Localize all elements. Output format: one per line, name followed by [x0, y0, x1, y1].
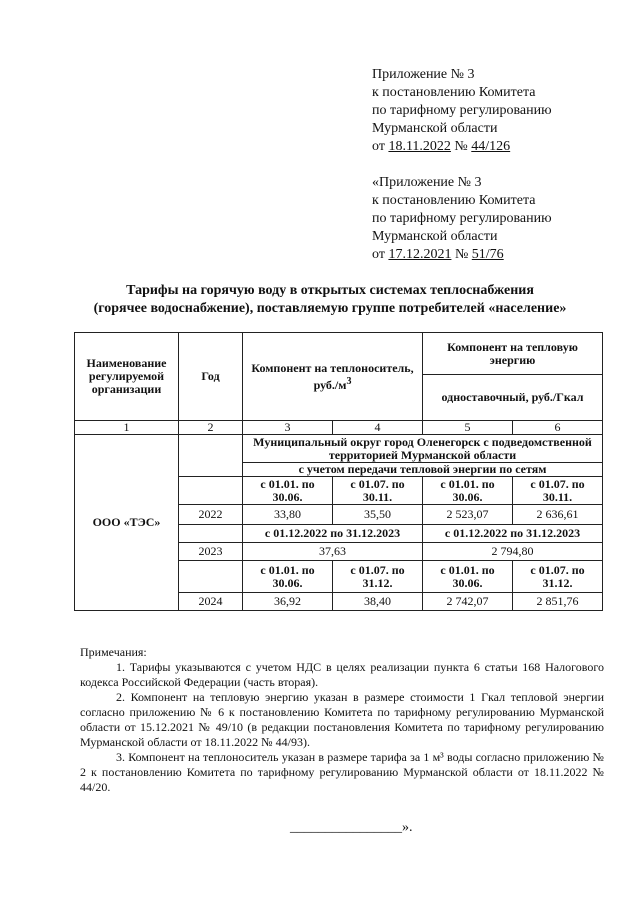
note-item: 2. Компонент на тепловую энергию указан в размере стоимости 1 Гкал тепловой энергии согласно приложению № 6 к постановлению Комитета по тарифному регулированию Мурманской области от 15.12.2021 № 49/10 (в редакции постановления Комитета по тарифному регулированию Мурманской области от 18.11.2022 № 44/93). — [80, 690, 604, 749]
column-number: 3 — [243, 421, 333, 435]
header-energy-sub: одноставочный, руб./Гкал — [423, 375, 603, 421]
appendix-number: 44/126 — [471, 139, 511, 154]
year-cell: 2024 — [179, 593, 243, 611]
appendix-line: Приложение № 3 — [372, 67, 475, 82]
period-cell: с 01.01. по 30.06. — [423, 477, 513, 505]
appendix-date: 18.11.2022 — [388, 139, 451, 154]
period-cell: с 01.01. по 30.06. — [423, 561, 513, 593]
appendix-date-line — [372, 138, 552, 156]
value-cell: 2 636,61 — [513, 505, 603, 525]
column-number: 6 — [513, 421, 603, 435]
notes-heading: Примечания: — [80, 645, 147, 659]
number-prefix: № — [451, 247, 472, 262]
appendix-original-block — [372, 174, 552, 264]
year-cell: 2023 — [179, 543, 243, 561]
value-cell: 2 851,76 — [513, 593, 603, 611]
section-name: с учетом передачи тепловой энергии по сетям — [243, 463, 603, 477]
date-prefix: от — [372, 247, 389, 262]
title-line: (горячее водоснабжение), поставляемую группе потребителей «население» — [93, 301, 567, 316]
header-year: Год — [179, 333, 243, 421]
appendix-date: 17.12.2021 — [388, 247, 452, 262]
column-number: 4 — [333, 421, 423, 435]
tariff-table — [74, 332, 603, 611]
column-number: 1 — [75, 421, 179, 435]
year-cell: 2022 — [179, 505, 243, 525]
appendix-current-block — [372, 66, 552, 156]
header-carrier-text: Компонент на теплоноситель, руб./м — [251, 360, 414, 392]
value-cell: 2 523,07 — [423, 505, 513, 525]
period-cell: с 01.01. по 30.06. — [243, 477, 333, 505]
period-cell: с 01.07. по 30.11. — [513, 477, 603, 505]
period-cell: с 01.12.2022 по 31.12.2023 — [243, 525, 423, 543]
period-cell: с 01.07. по 31.12. — [513, 561, 603, 593]
empty-cell — [179, 561, 243, 593]
period-cell: с 01.12.2022 по 31.12.2023 — [423, 525, 603, 543]
number-prefix: № — [450, 139, 472, 154]
period-cell: с 01.07. по 31.12. — [333, 561, 423, 593]
appendix-line: к постановлению Комитета — [372, 85, 536, 100]
header-carrier — [243, 333, 423, 421]
value-cell: 38,40 — [333, 593, 423, 611]
period-cell: с 01.01. по 30.06. — [243, 561, 333, 593]
empty-cell — [179, 435, 243, 477]
date-prefix: от — [372, 139, 389, 154]
note-item: 3. Компонент на теплоноситель указан в размере тарифа за 1 м³ воды согласно приложению № 2 к постановлению Комитета по тарифному регулированию Мурманской области от 18.11.2022 № 44/20. — [80, 750, 604, 794]
column-number: 5 — [423, 421, 513, 435]
notes-block — [80, 645, 604, 795]
document-title — [60, 282, 600, 318]
value-cell: 35,50 — [333, 505, 423, 525]
appendix-date-line — [372, 246, 552, 264]
value-cell: 2 794,80 — [423, 543, 603, 561]
territory-row — [75, 435, 603, 463]
column-number-row — [75, 421, 603, 435]
empty-cell — [179, 525, 243, 543]
value-cell: 2 742,07 — [423, 593, 513, 611]
table-header-row — [75, 333, 603, 375]
org-name: ООО «ТЭС» — [75, 435, 179, 611]
empty-cell — [179, 477, 243, 505]
territory-name: Муниципальный округ город Оленегорск с подведомственной территорией Мурманской области — [243, 435, 603, 463]
appendix-line: по тарифному регулированию — [372, 211, 552, 226]
value-cell: 37,63 — [243, 543, 423, 561]
title-line: Тарифы на горячую воду в открытых системах теплоснабжения — [126, 283, 534, 298]
period-cell: с 01.07. по 30.11. — [333, 477, 423, 505]
header-carrier-unit: 3 — [346, 375, 352, 387]
closing-line: ________________». — [290, 820, 413, 835]
note-item: 1. Тарифы указываются с учетом НДС в целях реализации пункта 6 статьи 168 Налогового кодекса Российской Федерации (часть вторая). — [80, 660, 604, 689]
value-cell: 33,80 — [243, 505, 333, 525]
appendix-line: к постановлению Комитета — [372, 193, 536, 208]
value-cell: 36,92 — [243, 593, 333, 611]
appendix-line: Мурманской области — [372, 229, 498, 244]
column-number: 2 — [179, 421, 243, 435]
appendix-line: «Приложение № 3 — [372, 175, 482, 190]
appendix-line: Мурманской области — [372, 121, 498, 136]
header-energy: Компонент на тепловую энергию — [423, 333, 603, 375]
header-org: Наименование регулируемой организации — [75, 333, 179, 421]
appendix-number: 51/76 — [471, 247, 504, 262]
appendix-line: по тарифному регулированию — [372, 103, 552, 118]
